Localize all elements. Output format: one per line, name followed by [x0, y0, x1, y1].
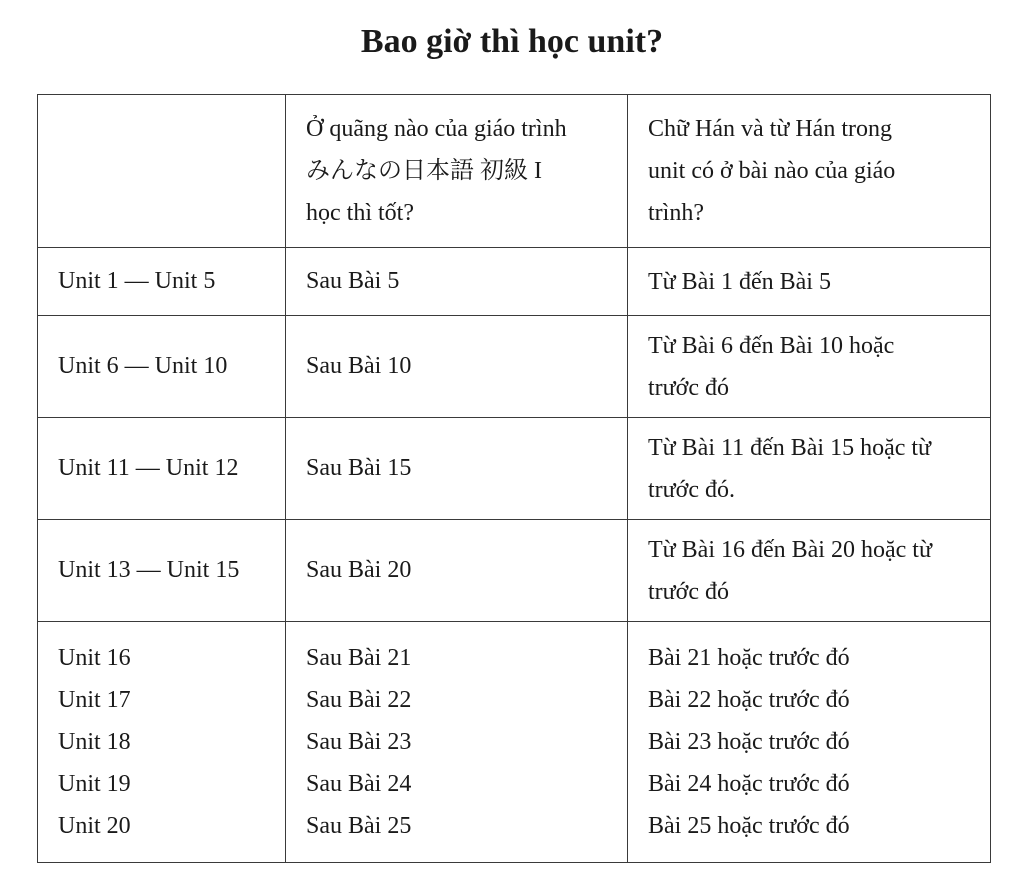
lessons-list-cell: [628, 622, 991, 863]
when-item: Sau Bài 23: [306, 729, 412, 755]
unit-item: Unit 18: [58, 729, 131, 755]
lessons-cell: [628, 316, 991, 418]
table-row: [38, 316, 991, 418]
lessons-item: Bài 24 hoặc trước đó: [648, 771, 850, 797]
table-header-row: [38, 95, 991, 248]
lessons-item: Bài 23 hoặc trước đó: [648, 729, 850, 755]
header-when-line: học thì tốt?: [306, 200, 414, 226]
lessons-line: Từ Bài 16 đến Bài 20 hoặc từ: [648, 536, 932, 563]
lessons-cell: [628, 418, 991, 520]
header-cell-when: [286, 95, 628, 248]
lessons-line: trước đó: [648, 578, 730, 605]
header-cell-lessons: [628, 95, 991, 248]
unit-item: Unit 20: [58, 813, 131, 839]
header-cell-unit: [38, 95, 286, 248]
when-item: Sau Bài 21: [306, 645, 412, 671]
when-item: Sau Bài 24: [306, 771, 412, 797]
lessons-line: trước đó.: [648, 476, 736, 503]
table-row: [38, 418, 991, 520]
header-lessons-line: unit có ở bài nào của giáo: [648, 158, 896, 184]
lessons-item: Bài 25 hoặc trước đó: [648, 813, 850, 839]
header-lessons-line: Chữ Hán và từ Hán trong: [648, 116, 892, 142]
unit-range-cell: Unit 6 — Unit 10: [38, 316, 286, 418]
when-item: Sau Bài 25: [306, 813, 412, 839]
lessons-item: Bài 21 hoặc trước đó: [648, 645, 850, 671]
unit-list-cell: [38, 622, 286, 863]
when-cell: Sau Bài 10: [286, 316, 628, 418]
unit-range-cell: Unit 11 — Unit 12: [38, 418, 286, 520]
lessons-line: Từ Bài 11 đến Bài 15 hoặc từ: [648, 434, 932, 461]
unit-item: Unit 19: [58, 771, 131, 797]
when-cell: Sau Bài 20: [286, 520, 628, 622]
table-row-units-16-20: [38, 622, 991, 863]
lessons-line: Từ Bài 6 đến Bài 10 hoặc: [648, 332, 895, 359]
unit-schedule-table: [37, 94, 991, 863]
when-cell: Sau Bài 5: [286, 248, 628, 316]
when-list-cell: [286, 622, 628, 863]
table-row: [38, 248, 991, 316]
header-when-line: みんなの日本語 初級 I: [306, 158, 542, 184]
unit-range-cell: Unit 1 — Unit 5: [38, 248, 286, 316]
lessons-cell: [628, 520, 991, 622]
lessons-cell: [628, 248, 991, 316]
lessons-line: Từ Bài 1 đến Bài 5: [648, 268, 831, 295]
lessons-item: Bài 22 hoặc trước đó: [648, 687, 850, 713]
unit-item: Unit 17: [58, 687, 131, 713]
lessons-line: trước đó: [648, 374, 730, 401]
page-title: Bao giờ thì học unit?: [360, 23, 664, 60]
header-when-line: Ở quãng nào của giáo trình: [306, 116, 567, 142]
header-lessons-line: trình?: [648, 200, 704, 226]
unit-item: Unit 16: [58, 645, 131, 671]
when-cell: Sau Bài 15: [286, 418, 628, 520]
unit-range-cell: Unit 13 — Unit 15: [38, 520, 286, 622]
when-item: Sau Bài 22: [306, 687, 412, 713]
table-row: [38, 520, 991, 622]
